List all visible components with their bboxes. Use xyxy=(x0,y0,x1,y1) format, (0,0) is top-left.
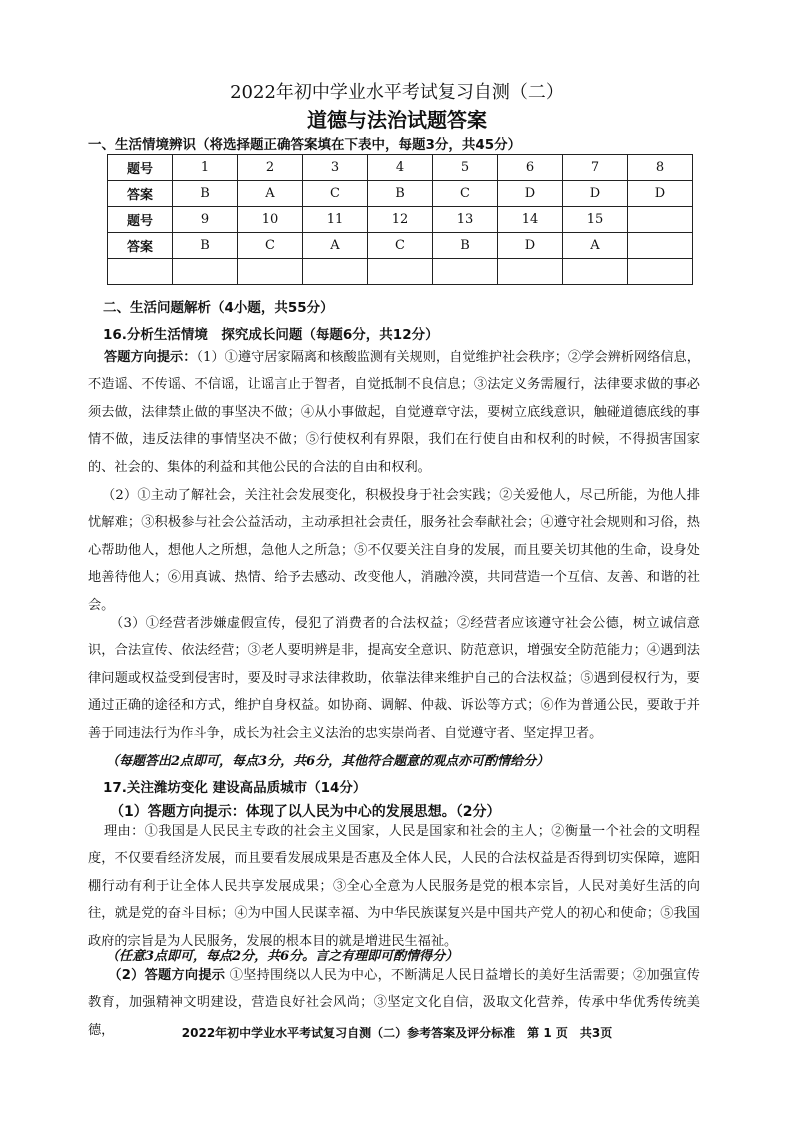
question-number: 1 xyxy=(173,155,238,181)
hint-label: 答题方向提示： xyxy=(104,350,197,365)
row-label: 答案 xyxy=(108,181,173,207)
answer-cell: A xyxy=(238,181,303,207)
exam-subtitle: 道德与法治试题答案 xyxy=(307,108,487,132)
page-footer: 2022年初中学业水平考试复习自测（二）参考答案及评分标准 第 1 页 共3页 xyxy=(181,1026,613,1040)
hint-label: （2）答题方向提示 xyxy=(108,968,226,983)
row-label: 答案 xyxy=(108,233,173,259)
section1-heading: 一、生活情境辨识（将选择题正确答案填在下表中，每题3分，共45分） xyxy=(88,137,522,153)
answer-cell xyxy=(628,233,693,259)
table-row xyxy=(108,181,693,207)
answer-cell: B xyxy=(173,181,238,207)
question-number: 4 xyxy=(368,155,433,181)
question-number: 7 xyxy=(563,155,628,181)
answer-cell: D xyxy=(498,181,563,207)
question-number: 14 xyxy=(498,207,563,233)
q17-scoring-note: （任意3点即可，每点2分，共6分。言之有理即可酌情得分） xyxy=(106,949,459,964)
answer-cell: C xyxy=(238,233,303,259)
answer-cell: D xyxy=(628,181,693,207)
answer-cell: B xyxy=(173,233,238,259)
answer-cell: C xyxy=(303,181,368,207)
answer-table xyxy=(107,154,693,285)
question-number: 8 xyxy=(628,155,693,181)
answer-cell: B xyxy=(433,233,498,259)
question-number xyxy=(628,207,693,233)
empty-cell xyxy=(368,259,433,285)
section2-heading: 二、生活问题解析（4小题，共55分） xyxy=(103,300,334,316)
table-row xyxy=(108,259,693,285)
q17-part1-reason: 理由：①我国是人民民主专政的社会主义国家，人民是国家和社会的主人；②衡量一个社会的文明程度，不仅要看经济发展，而且要看发展成果是否惠及全体人民，人民的合法权益是否得到切实保障，遮阳棚行动有利于让全体人民共享发展成果；③全心全意为人民服务是党的根本宗旨，人民对美好生活的向往，就是党的奋斗目标；④为中国人民谋幸福、为中华民族谋复兴是中国共产党人的初心和使命；⑤我国政府的宗旨是为人民服务，发展的根本目的就是增进民生福祉。 xyxy=(88,824,700,949)
empty-cell xyxy=(628,259,693,285)
question-number: 11 xyxy=(303,207,368,233)
question-number: 5 xyxy=(433,155,498,181)
question-number: 9 xyxy=(173,207,238,233)
empty-cell xyxy=(173,259,238,285)
question-number: 13 xyxy=(433,207,498,233)
answer-cell: D xyxy=(498,233,563,259)
table-row xyxy=(108,233,693,259)
table-row xyxy=(108,207,693,233)
q17-part1: （1）答题方向提示：体现了以人民为中心的发展思想。（2分） xyxy=(110,804,501,820)
exam-title: 2022年初中学业水平考试复习自测（二） xyxy=(230,82,564,103)
question-number: 12 xyxy=(368,207,433,233)
question-number: 3 xyxy=(303,155,368,181)
empty-cell xyxy=(303,259,368,285)
q17-part2-text: ①坚持围绕以人民为中心，不断满足人民日益增长的美好生活需要；②加强宣传教育，加强精神文明建设，营造良好社会风尚；③坚定文化自信，汲取文化营养，传承中华优秀传统美德， xyxy=(88,968,700,1038)
q16-part1-text: （1）①遵守居家隔离和核酸监测有关规则，自觉维护社会秩序；②学会辨析网络信息，不造谣、不传谣、不信谣，让谣言止于智者，自觉抵制不良信息；③法定义务需履行，法律要求做的事必须去做，法律禁止做的事坚决不做；④从小事做起，自觉遵章守法，要树立底线意识，触碰道德底线的事情不做，违反法律的事情坚决不做；⑤行使权利有界限，我们在行使自由和权利的时候，不得损害国家的、社会的、集体的利益和其他公民的合法的自由和权利。 xyxy=(88,350,700,475)
row-label: 题号 xyxy=(108,155,173,181)
question-number: 6 xyxy=(498,155,563,181)
empty-cell xyxy=(238,259,303,285)
q16-heading: 16.分析生活情境 探究成长问题（每题6分，共12分） xyxy=(103,327,439,343)
q16-part1 xyxy=(88,344,700,481)
answer-cell: D xyxy=(563,181,628,207)
row-label: 题号 xyxy=(108,207,173,233)
question-number: 15 xyxy=(563,207,628,233)
answer-cell: A xyxy=(563,233,628,259)
empty-cell xyxy=(563,259,628,285)
answer-cell: A xyxy=(303,233,368,259)
question-number: 2 xyxy=(238,155,303,181)
table-row xyxy=(108,155,693,181)
q16-part2: （2）①主动了解社会，关注社会发展变化，积极投身于社会实践；②关爱他人，尽己所能，为他人排忧解难；③积极参与社会公益活动，主动承担社会责任，服务社会奉献社会；④遵守社会规则和习俗，热心帮助他人，想他人之所想，急他人之所急；⑤不仅要关注自身的发展，而且要关切其他的生命，设身处地善待他人；⑥用真诚、热情、给予去感动、改变他人，消融冷漠，共同营造一个互信、友善、和谐的社会。 xyxy=(88,488,700,613)
answer-cell: C xyxy=(433,181,498,207)
empty-cell xyxy=(498,259,563,285)
answer-cell: B xyxy=(368,181,433,207)
empty-cell xyxy=(108,259,173,285)
answer-cell: C xyxy=(368,233,433,259)
q17-heading: 17.关注潍坊变化 建设高品质城市（14分） xyxy=(103,780,367,796)
question-number: 10 xyxy=(238,207,303,233)
q16-scoring-note: （每题答出2点即可，每点3分，共6分，其他符合题意的观点亦可酌情给分） xyxy=(106,754,550,769)
empty-cell xyxy=(433,259,498,285)
q16-part3: （3）①经营者涉嫌虚假宣传，侵犯了消费者的合法权益；②经营者应该遵守社会公德，树立诚信意识，合法宣传、依法经营；③老人要明辨是非，提高安全意识、防范意识，增强安全防范能力；④遇到法律问题或权益受到侵害时，要及时寻求法律救助，依靠法律来维护自己的合法权益；⑤遇到侵权行为，要通过正确的途径和方式，维护自身权益。如协商、调解、仲裁、诉讼等方式；⑥作为普通公民，要敢于并善于同违法行为作斗争，成长为社会主义法治的忠实崇尚者、自觉遵守者、坚定捍卫者。 xyxy=(88,616,700,741)
